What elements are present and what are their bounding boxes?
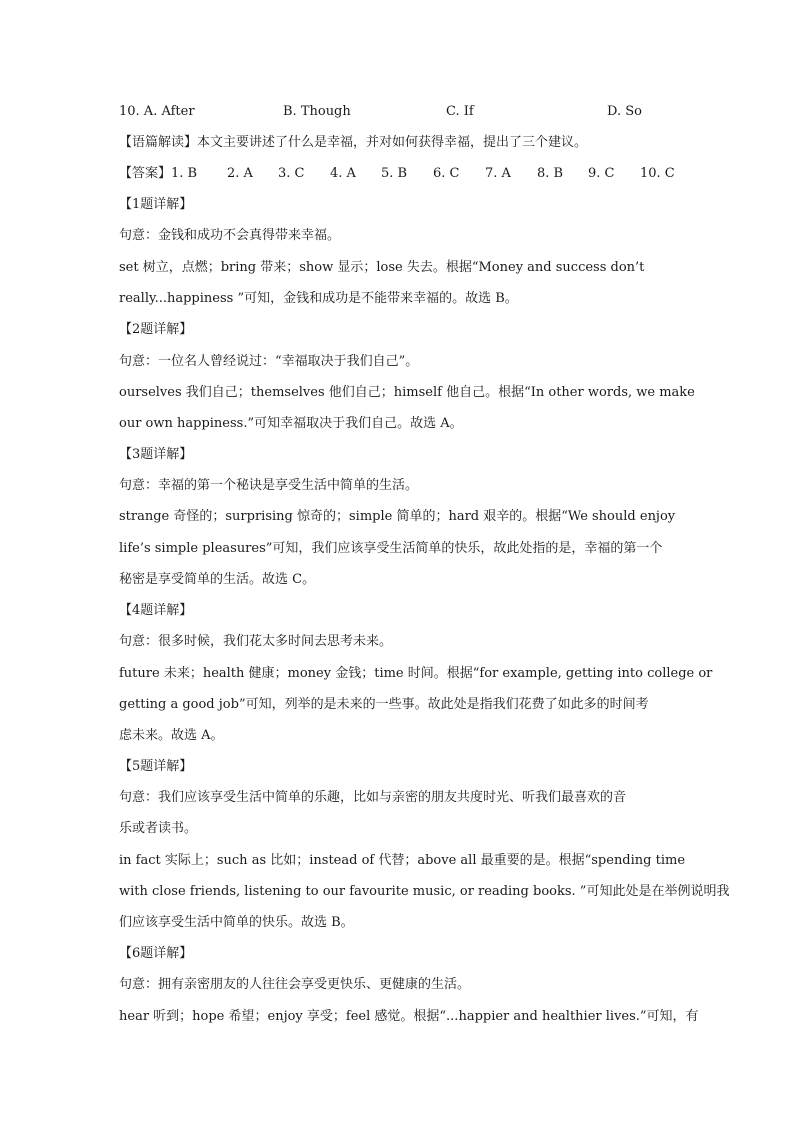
answer-label: 【答案】1. B [119,166,198,181]
q6-meaning: 句意：拥有亲密朋友的人往往会享受更快乐、更健康的生活。 [119,977,471,992]
q2-explanation-line: ourselves 我们自己；themselves 他们自己；himself 他自己。根据“In other words, we make [119,385,695,400]
q5-explanation-line: with close friends, listening to our favourite music, or reading books. ”可知此处是在举例说明我 [119,884,730,899]
answer-item: 5. B [381,166,408,181]
q4-heading: 【4题详解】 [119,603,193,618]
q4-explanation-line: 虑未来。故选 A。 [119,728,224,743]
q3-explanation-line: strange 奇怪的；surprising 惊奇的；simple 简单的；hard 艰辛的。根据“We should enjoy [119,509,676,524]
option-b: B. Though [283,104,351,119]
q1-explanation-line: really...happiness ”可知，金钱和成功是不能带来幸福的。故选 B。 [119,291,518,306]
passage-analysis: 【语篇解读】本文主要讲述了什么是幸福，并对如何获得幸福，提出了三个建议。 [119,135,588,150]
option-c: C. If [446,104,474,119]
q6-explanation-line: hear 听到；hope 希望；enjoy 享受；feel 感觉。根据“...happier and healthier lives.”可知，有 [119,1009,699,1024]
q1-heading: 【1题详解】 [119,197,193,212]
q5-meaning: 乐或者读书。 [119,821,198,836]
q2-meaning: 句意：一位名人曾经说过：“幸福取决于我们自己”。 [119,354,419,369]
answer-item: 10. C [640,166,675,181]
answer-item: 7. A [485,166,511,181]
q5-heading: 【5题详解】 [119,759,193,774]
option-d: D. So [607,104,642,119]
answer-item: 6. C [433,166,460,181]
option-a: 10. A. After [119,104,195,119]
answer-item: 2. A [227,166,253,181]
q2-heading: 【2题详解】 [119,322,193,337]
q5-explanation-line: 们应该享受生活中简单的快乐。故选 B。 [119,915,354,930]
q4-meaning: 句意：很多时候，我们花太多时间去思考未来。 [119,634,393,649]
answer-item: 8. B [537,166,564,181]
answer-item: 4. A [330,166,356,181]
q4-explanation-line: future 未来；health 健康；money 金钱；time 时间。根据“for example, getting into college or [119,666,713,681]
q2-explanation-line: our own happiness.”可知幸福取决于我们自己。故选 A。 [119,416,463,431]
answer-item: 3. C [278,166,305,181]
q1-meaning: 句意：金钱和成功不会真得带来幸福。 [119,228,341,243]
q6-heading: 【6题详解】 [119,946,193,961]
q3-explanation-line: 秘密是享受简单的生活。故选 C。 [119,572,316,587]
answer-item: 9. C [588,166,615,181]
q4-explanation-line: getting a good job”可知，列举的是未来的一些事。故此处是指我们花费了如此多的时间考 [119,697,649,712]
q1-explanation-line: set 树立，点燃；bring 带来；show 显示；lose 失去。根据“Money and success don’t [119,260,645,275]
q3-heading: 【3题详解】 [119,447,193,462]
q5-explanation-line: in fact 实际上；such as 比如；instead of 代替；above all 最重要的是。根据“spending time [119,853,686,868]
q3-meaning: 句意：幸福的第一个秘诀是享受生活中简单的生活。 [119,478,419,493]
q5-meaning: 句意：我们应该享受生活中简单的乐趣，比如与亲密的朋友共度时光、听我们最喜欢的音 [119,790,627,805]
q3-explanation-line: life’s simple pleasures”可知，我们应该享受生活简单的快乐，故此处指的是，幸福的第一个 [119,541,663,556]
